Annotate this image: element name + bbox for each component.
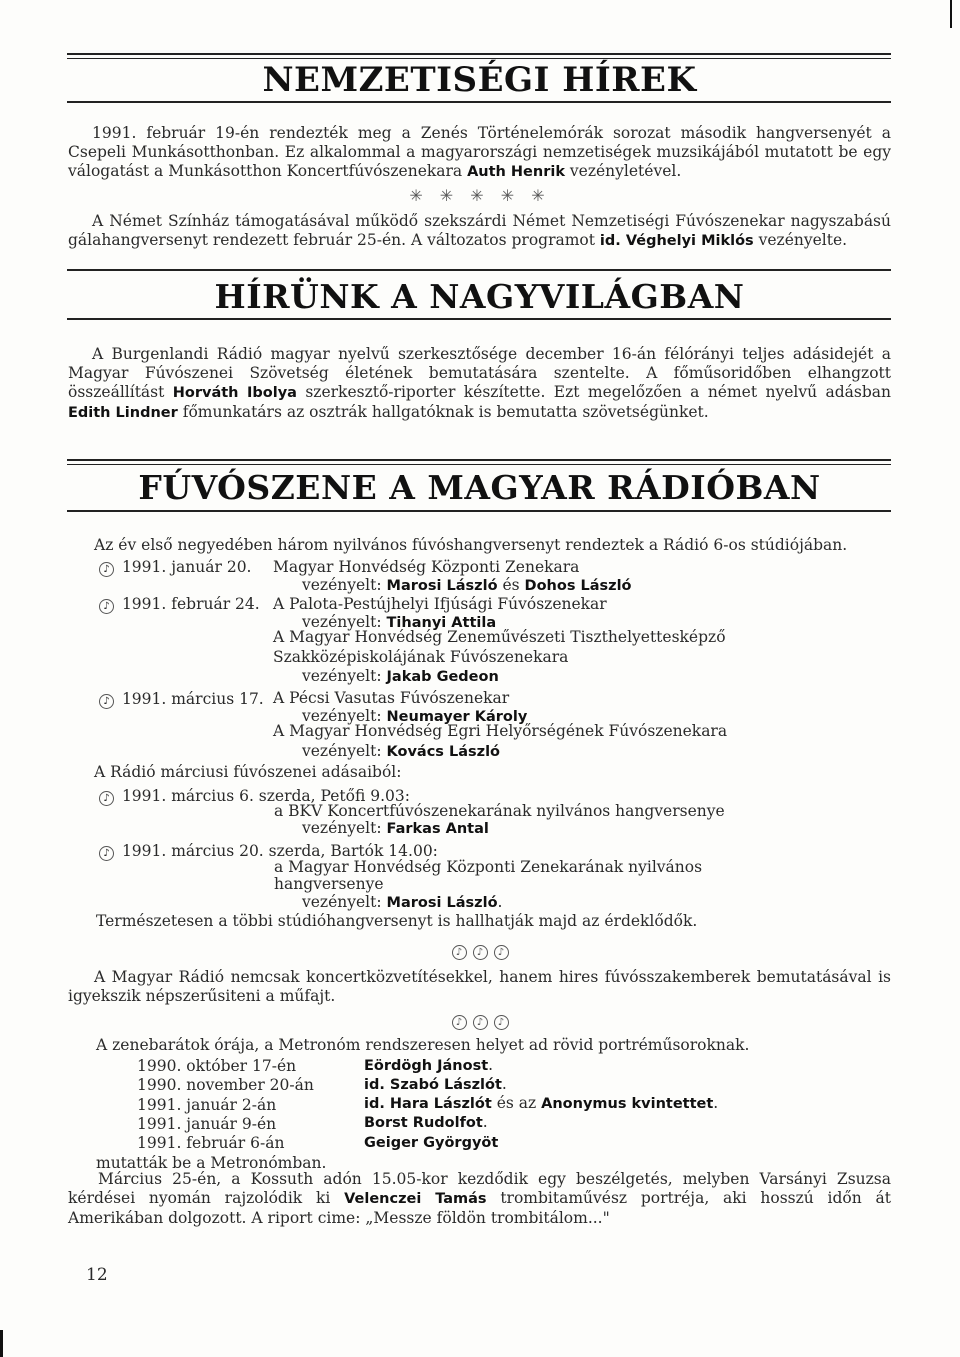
wind-instrument-badge-icon: ♪	[99, 599, 114, 614]
rule-section3-top	[67, 459, 891, 461]
broadcast-1-date: ♪ 1991. március 6. szerda, Petőfi 9.03:	[96, 787, 410, 806]
rule-under-title-1	[67, 101, 891, 103]
separator-marks-2	[0, 1011, 960, 1030]
wind-instrument-badge-icon: ♪	[473, 1015, 488, 1030]
rule-under-title-2	[67, 318, 891, 320]
wind-instrument-badge-icon: ♪	[452, 1015, 467, 1030]
paragraph-portrait: A Magyar Rádió nemcsak koncertközvetítésekkel, hanem hires fúvósszakemberek bemutatásával is igyekszik népszerűsiteni a műfajt.	[68, 968, 891, 1005]
rule-section3-top-thin	[67, 464, 891, 465]
wind-instrument-badge-icon: ♪	[99, 791, 114, 806]
metronom-intro: A zenebarátok órája, a Metronóm rendszeresen helyet ad rövid portréműsoroknak.	[96, 1036, 750, 1054]
page-number: 12	[86, 1265, 108, 1285]
metronom-2-date: 1990. november 20-án	[137, 1076, 314, 1094]
broadcast-2-conductor: vezényelt: Marosi László.	[302, 893, 503, 911]
intro-line: Az év első negyedében három nyilvános fúvóshangversenyt rendeztek a Rádió 6-os stúdiójában.	[94, 536, 848, 554]
broadcast-2-desc-1: a Magyar Honvédség Központi Zenekarának nyilvános	[274, 858, 703, 876]
concert-1-orchestra: Magyar Honvédség Központi Zenekara	[273, 558, 580, 576]
metronom-1-name: Eördögh Jánost.	[364, 1056, 494, 1074]
metronom-2-name: id. Szabó Lászlót.	[364, 1075, 507, 1093]
rule-under-title-3	[67, 510, 891, 512]
metronom-3-date: 1991. január 2-án	[137, 1096, 277, 1114]
metronom-outro: mutatták be a Metronómban.	[96, 1154, 327, 1172]
studio-note: Természetesen a többi stúdióhangversenyt is hallhatják majd az érdeklődők.	[96, 912, 698, 930]
concert-3-orchestra-1: A Pécsi Vasutas Fúvószenekar	[273, 689, 510, 707]
concert-2-orchestra-1: A Palota-Pestújhelyi Ifjúsági Fúvószenekar	[273, 595, 607, 613]
concert-2-orchestra-2b: Szakközépiskolájának Fúvószenekara	[273, 648, 569, 666]
metronom-4-date: 1991. január 9-én	[137, 1115, 277, 1133]
scan-edge-bottom-left	[0, 1330, 3, 1357]
rule-top-thin	[67, 58, 891, 59]
concert-2-date: ♪ 1991. február 24.	[96, 595, 260, 614]
concert-2-orchestra-2a: A Magyar Honvédség Zeneművészeti Tiszthelyettesképző	[273, 628, 726, 646]
rule-top	[67, 53, 891, 55]
paragraph-szekszardi: A Német Színház támogatásával működő szekszárdi Német Nemzetiségi Fúvószenekar nagyszabású gálahangversenyt rendezett február 25-én. A változatos programot id. Véghelyi Miklós vezényelte.	[68, 212, 891, 249]
section-title-fuvoszene: FÚVÓSZENE A MAGYAR RÁDIÓBAN	[138, 468, 821, 507]
concert-2-conductor-1: vezényelt: Tihanyi Attila	[302, 613, 497, 631]
concert-1-conductor: vezényelt: Marosi László és Dohos László	[302, 576, 632, 594]
metronom-1-date: 1990. október 17-én	[137, 1057, 297, 1075]
wind-instrument-badge-icon: ♪	[494, 1015, 509, 1030]
concert-3-date: ♪ 1991. március 17.	[96, 690, 264, 709]
broadcast-2-desc-2: hangversenye	[274, 875, 384, 893]
broadcasts-heading: A Rádió márciusi fúvószenei adásaiból:	[94, 763, 402, 781]
concert-3-conductor-2: vezényelt: Kovács László	[302, 742, 501, 760]
concert-2-conductor-2: vezényelt: Jakab Gedeon	[302, 667, 499, 685]
broadcast-2-date: ♪ 1991. március 20. szerda, Bartók 14.00:	[96, 842, 438, 861]
metronom-4-name: Borst Rudolfot.	[364, 1113, 488, 1131]
wind-instrument-badge-icon: ♪	[473, 945, 488, 960]
broadcast-1-conductor: vezényelt: Farkas Antal	[302, 819, 489, 837]
paragraph-burgenlandi: A Burgenlandi Rádió magyar nyelvű szerkesztősége december 16-án félórányi teljes adásidejét a Magyar Fúvószenei Szövetség életének bemutatására szentelte. A főműsoridőben elhangzott összeállítást Horváth Ibolya szerkesztő-riporter készítette. Ezt megelőzően a német nyelvű adásban Edith Lindner főmunkatárs az osztrák hallgatóknak is bemutatta szövetségünket.	[68, 345, 891, 421]
concert-3-conductor-1: vezényelt: Neumayer Károly	[302, 707, 528, 725]
section-title-hirunk: HÍRÜNK A NAGYVILÁGBAN	[214, 277, 745, 316]
broadcast-1-desc: a BKV Koncertfúvószenekarának nyilvános hangversenye	[274, 802, 725, 820]
wind-instrument-badge-icon: ♪	[99, 846, 114, 861]
concert-1-date: ♪ 1991. január 20.	[96, 558, 251, 577]
wind-instrument-badge-icon: ♪	[99, 694, 114, 709]
metronom-5-name: Geiger Györgyöt	[364, 1135, 499, 1151]
paragraph-final: Március 25-én, a Kossuth adón 15.05-kor kezdődik egy beszélgetés, melyben Varsányi Zsuzsa kérdései nyomán rajzolódik ki Velenczei Tamás trombitaművész portréja, aki hosszú időn át Amerikában dolgozott. A riport cime: „Messze földön trombitálom..."	[68, 1170, 891, 1227]
wind-instrument-badge-icon: ♪	[452, 945, 467, 960]
scan-edge-top-right	[950, 0, 952, 28]
asterisk-separator: ✳ ✳ ✳ ✳ ✳	[409, 186, 551, 205]
section-title-nemzetisegi: NEMZETISÉGI HÍREK	[262, 60, 697, 100]
metronom-3-name: id. Hara Lászlót és az Anonymus kvintettet.	[364, 1094, 719, 1112]
concert-3-orchestra-2: A Magyar Honvédség Egri Helyőrségének Fúvószenekara	[273, 722, 728, 740]
separator-marks-1	[0, 941, 960, 960]
metronom-5-date: 1991. február 6-án	[137, 1134, 285, 1152]
rule-section2-top	[67, 269, 891, 271]
paragraph-zenes-tortenelemorak: 1991. február 19-én rendezték meg a Zenés Történelemórák sorozat második hangversenyét a Csepeli Munkásotthonban. Ez alkalommal a magyarországi nemzetiségek muzsikájából mutatott be egy válogatást a Munkásotthon Koncertfúvószenekara Auth Henrik vezényletével.	[68, 124, 891, 180]
wind-instrument-badge-icon: ♪	[494, 945, 509, 960]
wind-instrument-badge-icon: ♪	[99, 562, 114, 577]
